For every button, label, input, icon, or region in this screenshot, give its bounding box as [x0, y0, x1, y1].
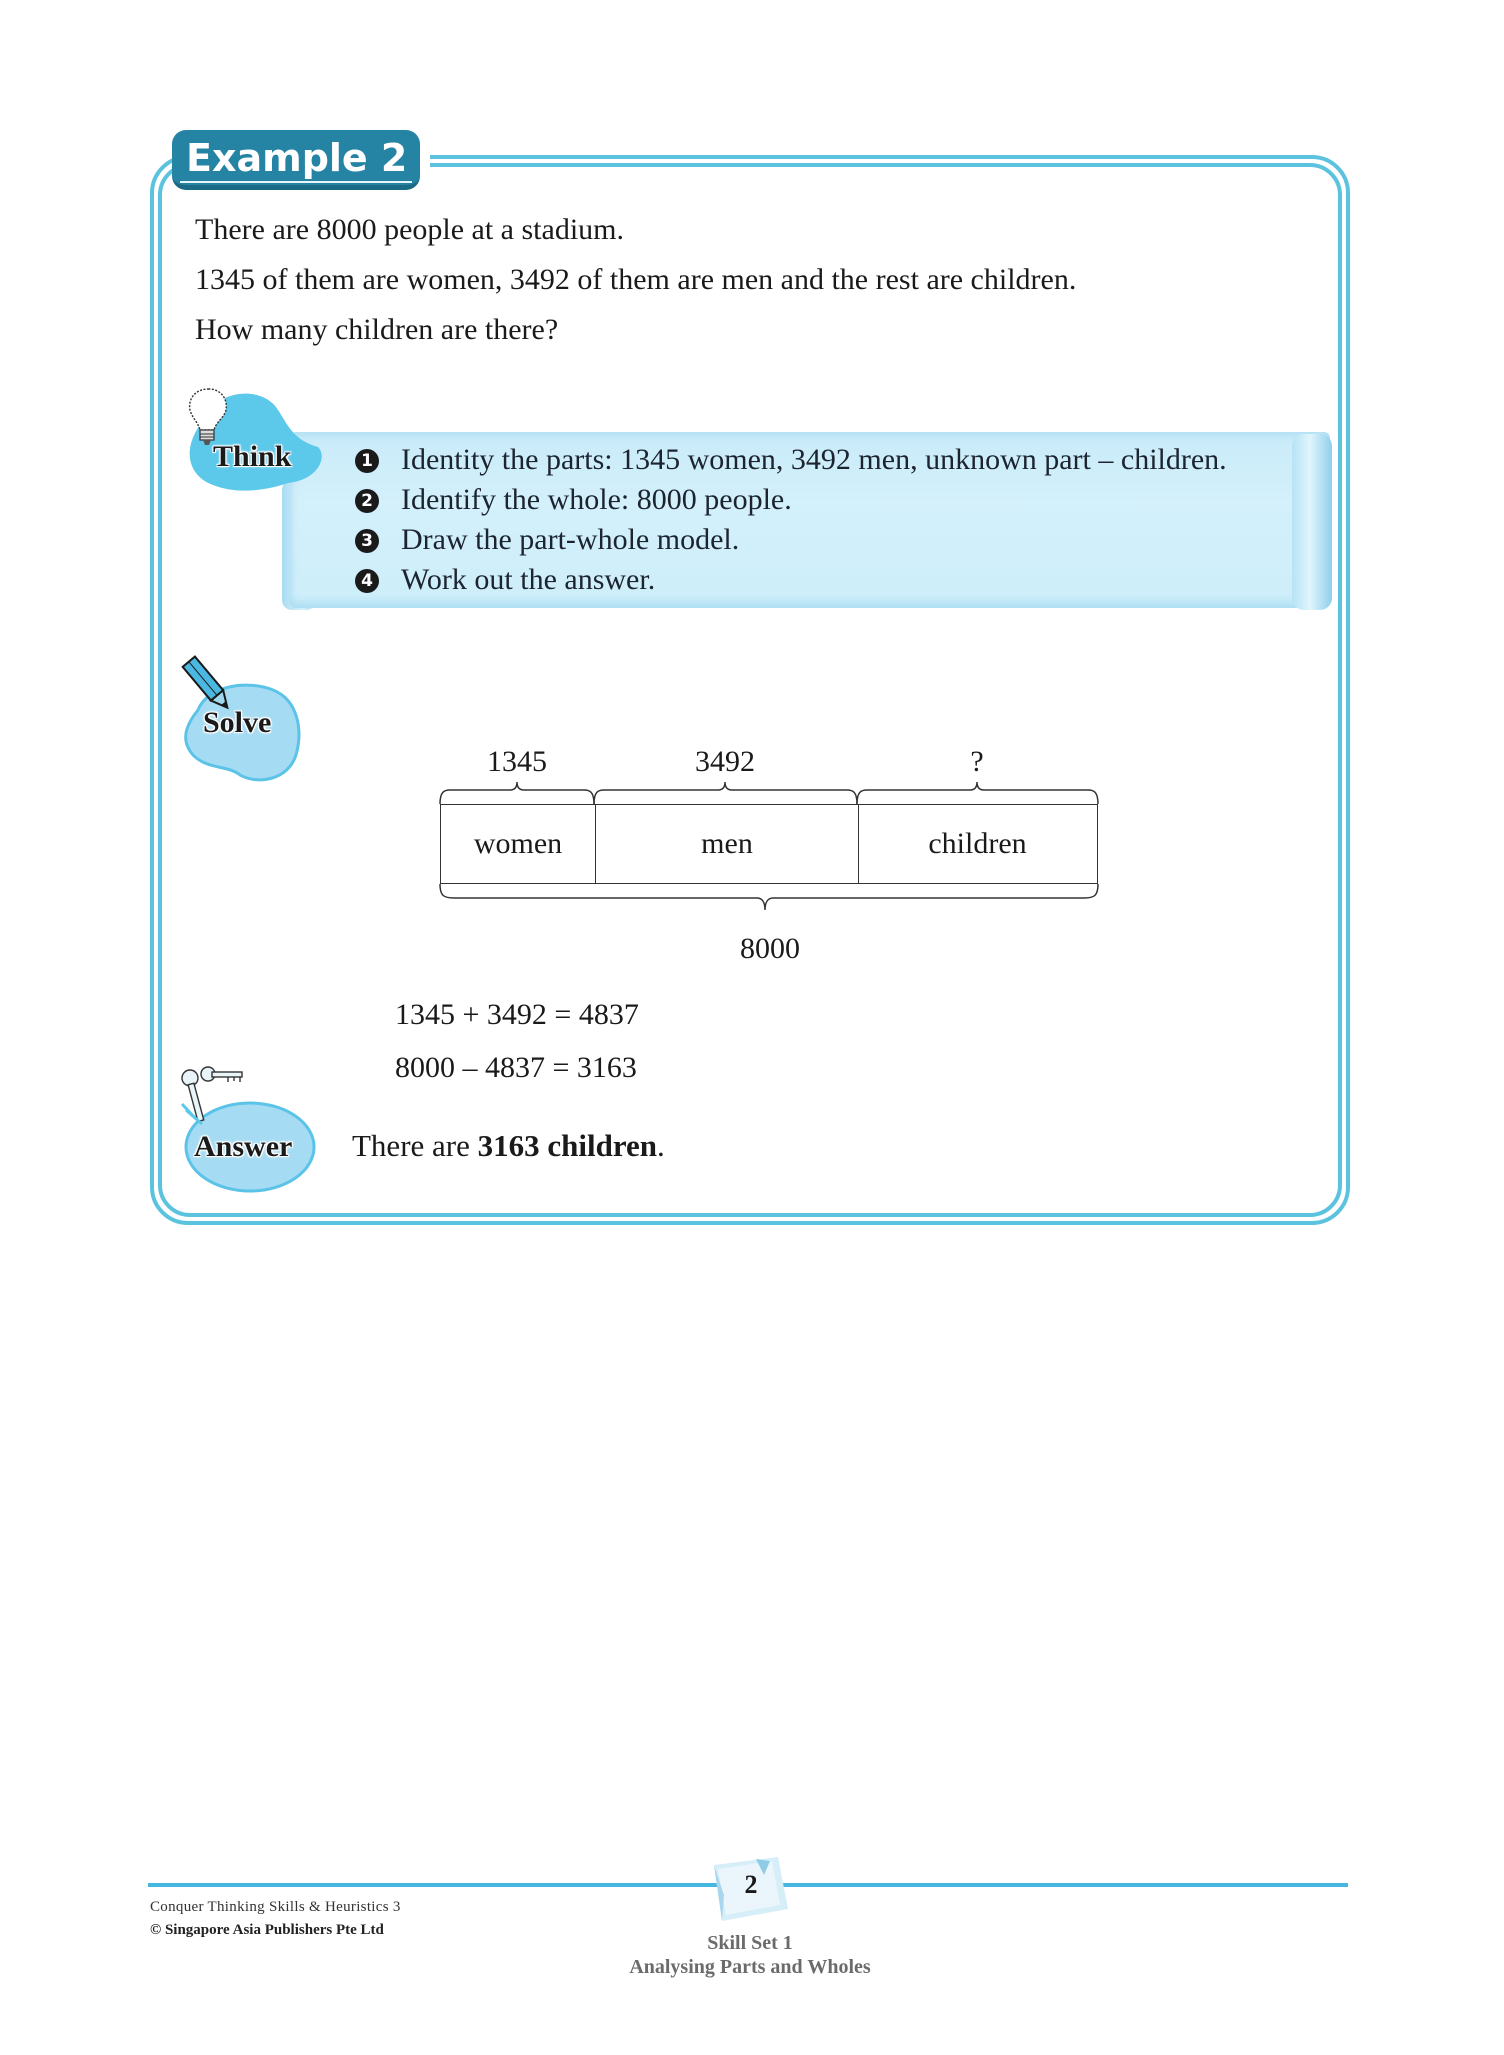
think-label: Think — [213, 440, 292, 473]
skill-set-number: Skill Set 1 — [707, 1932, 793, 1954]
think-step — [355, 442, 1227, 478]
think-step-text: Identity the parts: 1345 women, 3492 men, unknown part – children. — [401, 443, 1227, 476]
think-step-text: Identify the whole: 8000 people. — [401, 483, 792, 516]
step-number-badge: 2 — [355, 489, 379, 513]
equation-line: 8000 – 4837 = 3163 — [395, 1051, 637, 1084]
scroll-right-roll — [1292, 434, 1332, 610]
step-number-badge: 3 — [355, 529, 379, 553]
step-number-badge: 4 — [355, 569, 379, 593]
answer-sentence — [352, 1128, 665, 1164]
skill-set-name: Analysing Parts and Wholes — [629, 1956, 871, 1978]
bar-segment-children: children — [858, 805, 1096, 883]
bar-segment-men: men — [595, 805, 858, 883]
frame-gap — [420, 150, 430, 170]
think-step — [355, 522, 739, 558]
example-header — [172, 130, 420, 190]
question-line: There are 8000 people at a stadium. — [195, 213, 624, 246]
book-title: Conquer Thinking Skills & Heuristics 3 — [150, 1899, 401, 1915]
solve-label: Solve — [203, 706, 272, 739]
answer-suffix: . — [657, 1128, 665, 1163]
equation-line: 1345 + 3492 = 4837 — [395, 998, 639, 1031]
copyright: © Singapore Asia Publishers Pte Ltd — [150, 1922, 384, 1938]
whole-value: 8000 — [740, 932, 800, 965]
page-number: 2 — [744, 1870, 758, 1899]
answer-value: 3163 children — [477, 1128, 658, 1163]
question-line: 1345 of them are women, 3492 of them are men and the rest are children. — [195, 263, 1077, 296]
answer-prefix: There are — [352, 1128, 478, 1163]
example-title: Example 2 — [186, 136, 408, 180]
part-value-women: 1345 — [487, 745, 547, 778]
think-step-text: Work out the answer. — [401, 563, 656, 596]
part-value-children: ? — [970, 745, 984, 778]
question-line: How many children are there? — [195, 313, 559, 346]
think-step — [355, 562, 655, 598]
answer-label: Answer — [194, 1130, 293, 1163]
keys-icon — [178, 1064, 248, 1134]
model-bar — [440, 804, 1098, 884]
part-value-men: 3492 — [695, 745, 755, 778]
think-step-text: Draw the part-whole model. — [401, 523, 740, 556]
step-number-badge: 1 — [355, 449, 379, 473]
lightbulb-icon — [184, 386, 234, 448]
bar-segment-women: women — [473, 827, 563, 860]
think-step — [355, 482, 792, 518]
